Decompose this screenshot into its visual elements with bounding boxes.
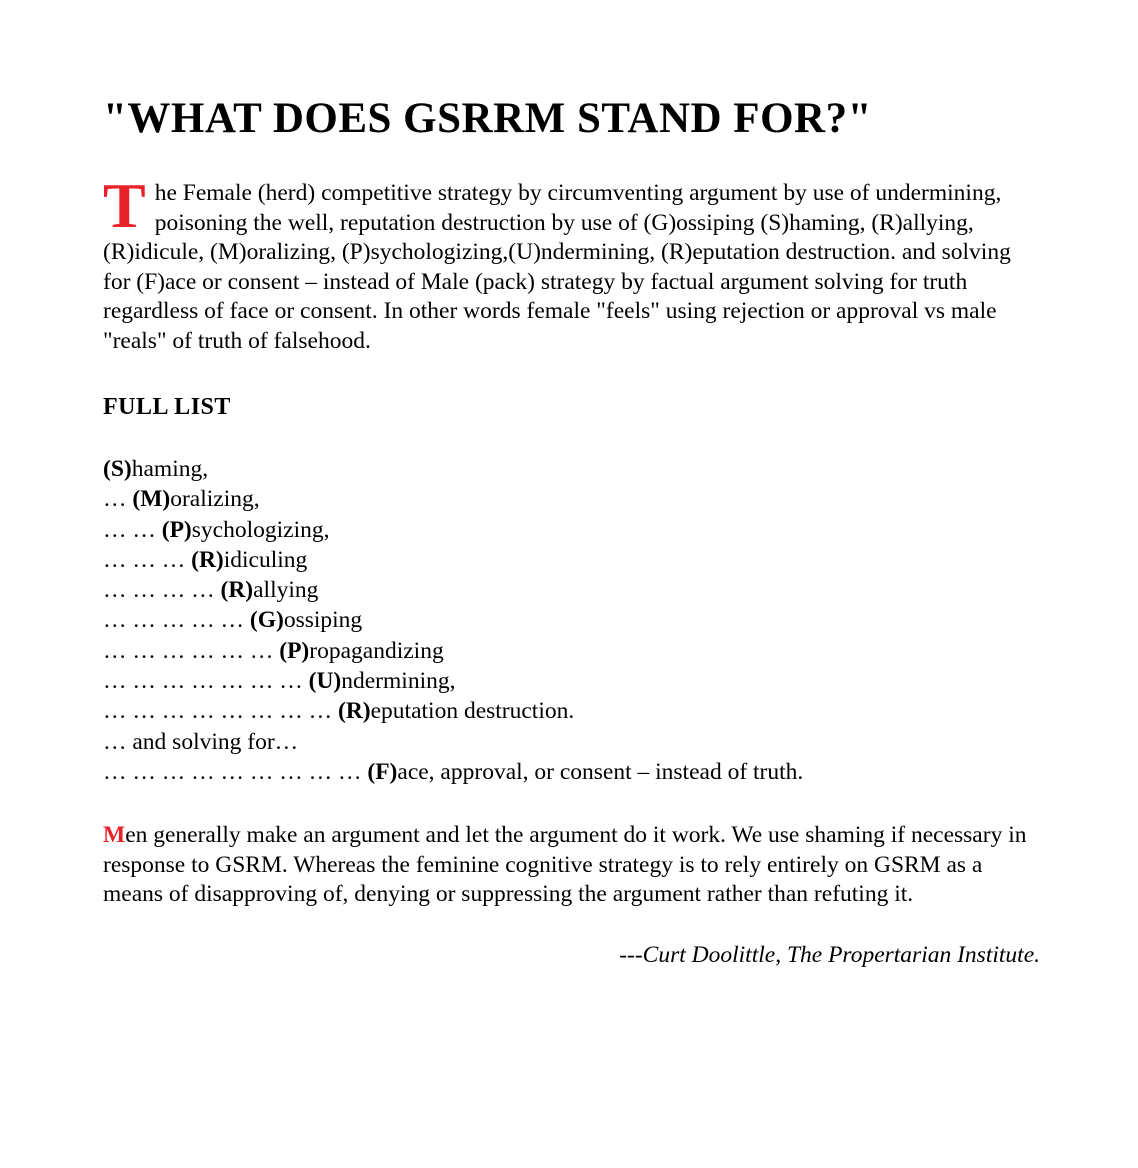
list-item-text: oralizing,: [170, 486, 260, 513]
list-item-dots: …: [103, 486, 133, 513]
closing-text: en generally make an argument and let the argument do it work. We use shaming if necessary in response to GSRM. Whereas the feminine cognitive strategy is to rely entirely on GSRM as a means of disapproving of, denying or suppressing the argument rather than refuting it.: [103, 822, 1027, 908]
list-item: [103, 696, 1040, 726]
list-item-initial: (S): [103, 456, 132, 482]
list-item-text: eputation destruction.: [370, 698, 575, 725]
list-item-text: ropagandizing: [309, 637, 444, 664]
list-item-initial: (P): [279, 637, 310, 664]
closing-lead-letter: M: [103, 822, 126, 849]
list-item-dots: … … … … … …: [103, 637, 280, 664]
list-item-text: ossiping: [283, 607, 363, 634]
attribution-line: ---Curt Doolittle, The Propertarian Institute.: [619, 941, 1040, 968]
list-item: [103, 605, 1040, 635]
list-item-text: ace, approval, or consent – instead of truth.: [397, 758, 804, 785]
drop-cap-letter: T: [103, 170, 146, 241]
list-item: [103, 484, 1040, 514]
list-item-dots: … … …: [103, 546, 192, 573]
list-item-dots: … … … … …: [103, 607, 250, 634]
page-title: "WHAT DOES GSRRM STAND FOR?": [103, 95, 872, 142]
list-item-initial: (P): [161, 516, 192, 543]
list-item-dots: … … … … … … … …: [103, 698, 338, 725]
list-item-text: sychologizing,: [191, 516, 330, 543]
list-item: [103, 757, 1040, 787]
full-list: [103, 454, 1040, 787]
list-item-text: allying: [253, 577, 319, 604]
list-item-dots: … … … …: [103, 577, 221, 604]
closing-paragraph: [103, 821, 1040, 910]
list-item-initial: (U): [308, 668, 342, 695]
list-item-text: and solving for…: [132, 728, 299, 755]
list-item: [103, 727, 1040, 757]
list-item-text: ndermining,: [341, 668, 456, 695]
list-item: [103, 666, 1040, 696]
list-item-initial: (G): [249, 607, 284, 634]
list-item: [103, 545, 1040, 575]
intro-paragraph: [103, 170, 1040, 356]
list-item: [103, 454, 1040, 484]
list-item-initial: (R): [220, 577, 254, 604]
list-item: [103, 636, 1040, 666]
list-item-initial: (F): [367, 758, 398, 785]
list-item-dots: … … … … … … … … …: [103, 758, 368, 785]
list-item-text: haming,: [131, 456, 209, 482]
intro-text: he Female (herd) competitive strategy by circumventing argument by use of undermining, poisoning the well, reputation destruction by use of (G)ossiping (S)haming, (R)allying, (R)idicule, (M)oralizing, (P)sychologizing,(U)ndermining, (R)eputation destruction. and solving for (F)ace or consent – instead of Male (pack) strategy by factual argument solving for truth regardless of face or consent. In other words female "feels" using rejection or approval vs male "reals" of truth of falsehood.: [103, 180, 1011, 354]
list-item-dots: … … … … … … …: [103, 668, 309, 695]
list-item: [103, 575, 1040, 605]
list-item-initial: (R): [338, 698, 371, 725]
full-list-heading: FULL LIST: [103, 394, 231, 420]
list-item-initial: (R): [191, 546, 224, 573]
list-item-dots: …: [103, 728, 133, 755]
list-item: [103, 515, 1040, 545]
list-item-dots: … …: [103, 516, 162, 543]
list-item-initial: (M): [132, 486, 171, 513]
list-item-text: idiculing: [223, 546, 308, 573]
